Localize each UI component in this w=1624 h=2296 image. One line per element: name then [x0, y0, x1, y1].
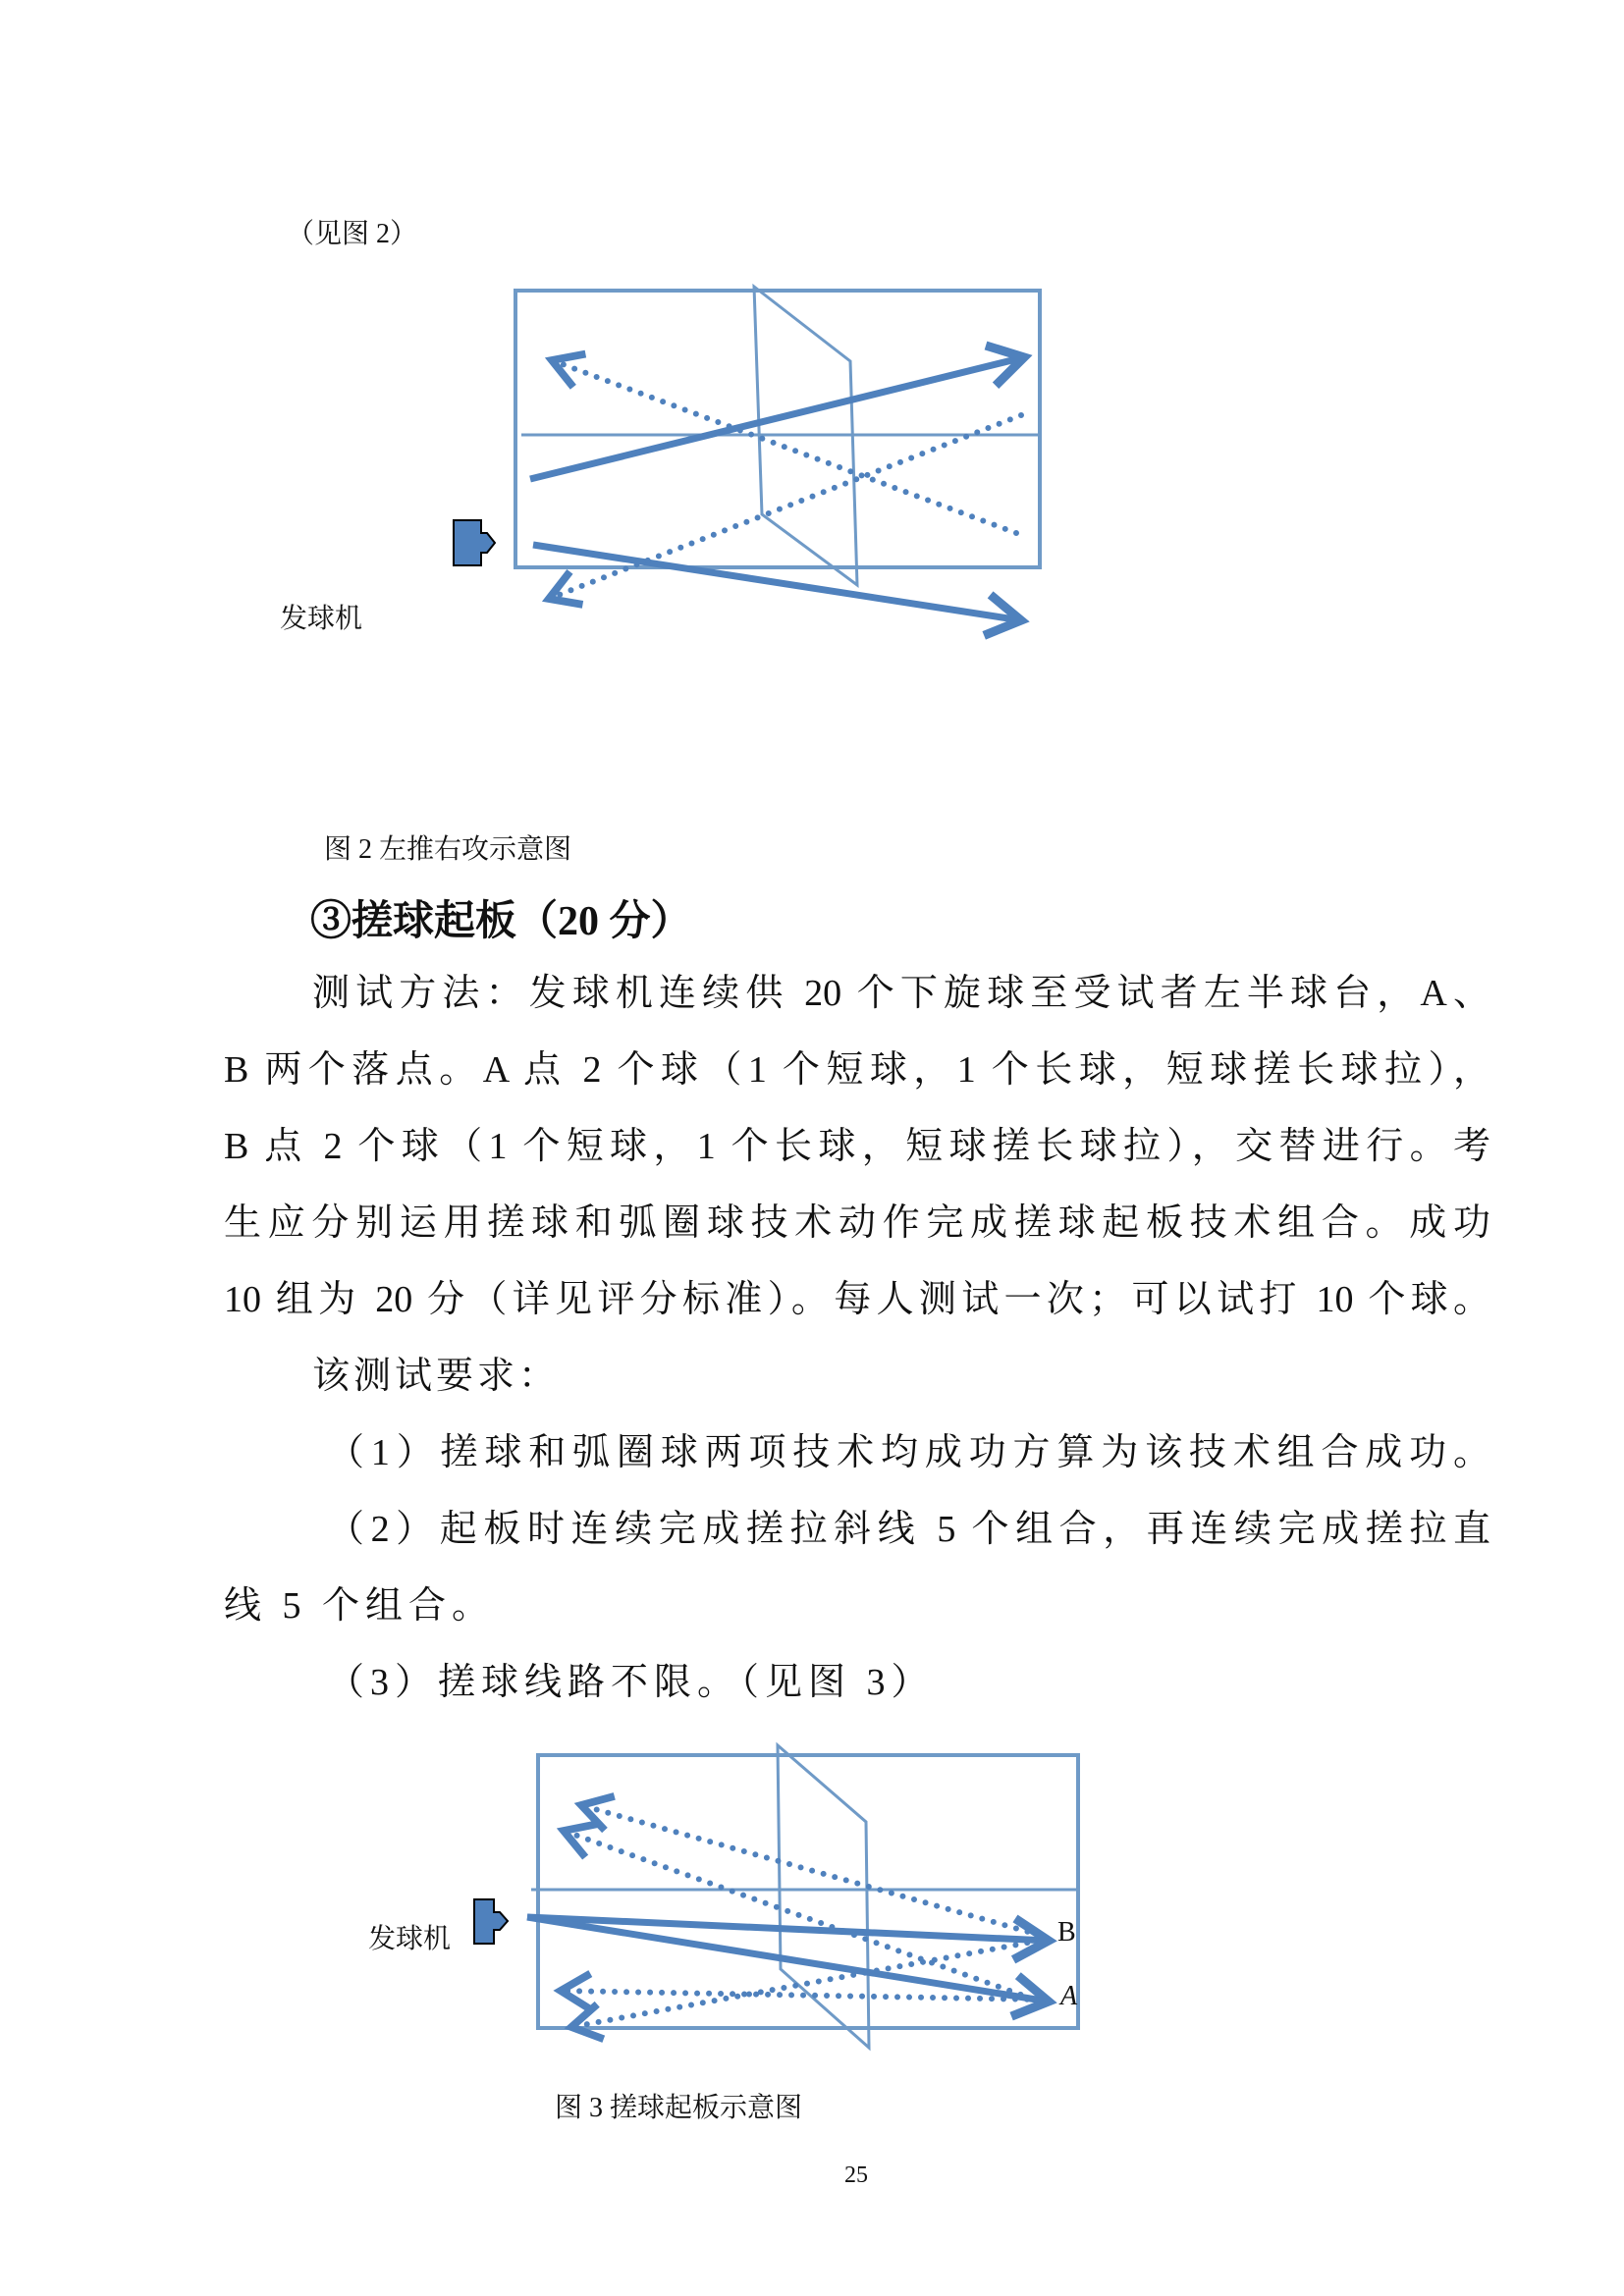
figure-3-diagram — [474, 1745, 1078, 2048]
ball-machine-icon — [474, 1899, 508, 1944]
dotted-arrow-4 — [571, 1941, 1039, 2027]
net — [778, 1745, 869, 2048]
figure-3-caption: 图 3 搓球起板示意图 — [555, 2093, 803, 2123]
paragraph-line: 测试方法：发球机连续供 20 个下旋球至受试者左半球台，A、 — [312, 973, 1490, 1014]
solid-arrow-straight — [533, 545, 1021, 620]
requirement-item: （1）搓球和弧圈球两项技术均成功方算为该技术组合成功。 — [327, 1432, 1490, 1473]
requirements-label: 该测试要求： — [312, 1356, 561, 1397]
figure-2-caption: 图 2 左推右攻示意图 — [324, 834, 572, 865]
dotted-arrow-1 — [581, 1805, 1039, 1935]
paragraph-line: B 两个落点。A 点 2 个球（1 个短球，1 个长球，短球搓长球拉）， — [224, 1049, 1490, 1091]
section-heading: ③搓球起板（20 分） — [310, 899, 692, 944]
dotted-arrow-3 — [561, 1991, 1039, 2000]
ball-machine-label: 发球机 — [280, 604, 363, 634]
requirement-item: （3）搓球线路不限。（见图 3） — [327, 1662, 935, 1703]
figure-2-diagram — [454, 287, 1040, 620]
page-number: 25 — [844, 2163, 868, 2188]
paragraph-line: B 点 2 个球（1 个短球，1 个长球，短球搓长球拉），交替进行。考 — [224, 1126, 1490, 1167]
paragraph-line: 线 5 个组合。 — [224, 1585, 496, 1627]
figure-2-reference: （见图 2） — [287, 219, 418, 249]
point-a-label: A — [1060, 1981, 1078, 2011]
paragraph-line: 生应分别运用搓球和弧圈球技术动作完成搓球起板技术组合。成功 — [224, 1202, 1490, 1244]
ball-machine-icon — [454, 520, 495, 565]
solid-arrow-diagonal — [530, 357, 1024, 479]
point-b-label: B — [1057, 1917, 1076, 1948]
paragraph-line: 10 组为 20 分（详见评分标准）。每人测试一次；可以试打 10 个球。 — [224, 1279, 1490, 1320]
requirement-item: （2）起板时连续完成搓拉斜线 5 个组合，再连续完成搓拉直 — [327, 1509, 1490, 1550]
ball-machine-label: 发球机 — [368, 1924, 452, 1954]
